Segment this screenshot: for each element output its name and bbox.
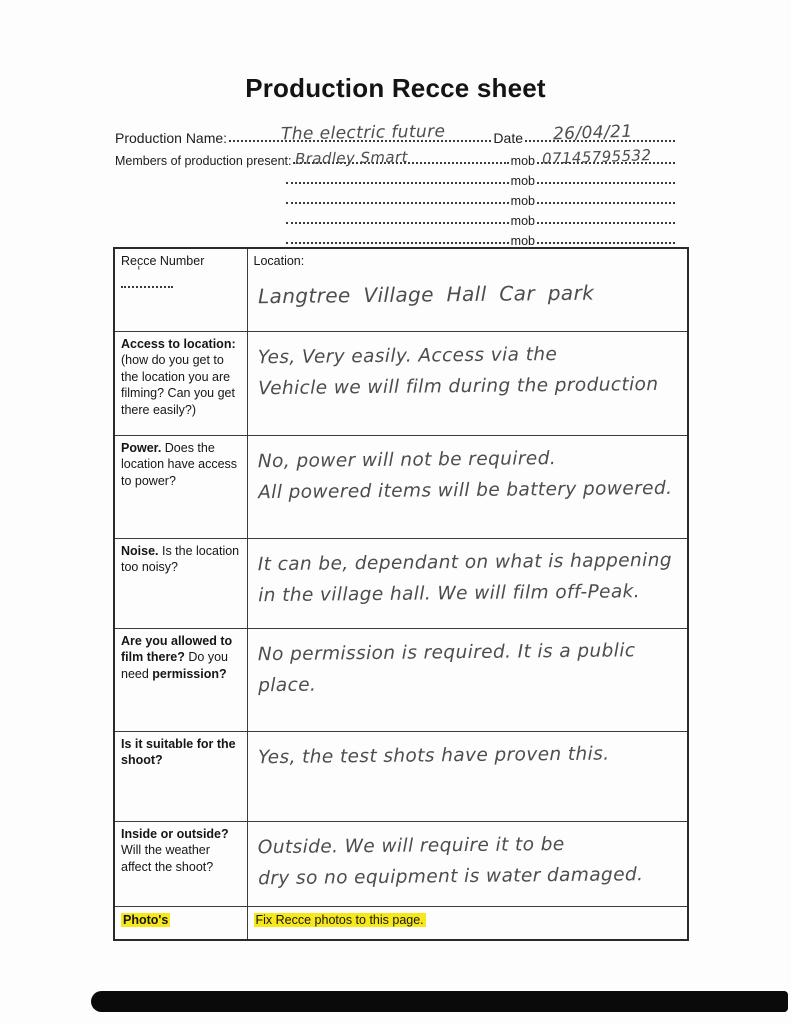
members-line (115, 146, 677, 168)
member-name-field (286, 222, 509, 224)
header-form (115, 121, 677, 248)
question-label-normal: Does the location have access to power? (121, 440, 238, 488)
production-name-label: Production Name: (115, 130, 228, 146)
photos-cell (114, 906, 247, 940)
recce-number-field (121, 264, 173, 288)
date-field (525, 121, 675, 145)
location-label: Location: (253, 254, 305, 268)
question-cell-permission (114, 628, 247, 731)
answer-cell-inside-outside (247, 821, 688, 906)
production-name-line (115, 121, 677, 146)
handwritten-answer (253, 733, 681, 773)
table-row (114, 331, 688, 435)
answer-line: dry so no equipment is water damaged. (257, 863, 643, 889)
table-row (114, 248, 688, 331)
answer-line: Outside. We will require it to be (257, 833, 565, 858)
mob-field (537, 222, 675, 224)
mob-handwritten-value: 07145795532 (541, 146, 652, 168)
mob-label: mob (510, 174, 535, 188)
answer-cell-noise (247, 538, 688, 628)
member-name-field (293, 148, 508, 168)
question-label-bold: Access to location: (121, 336, 236, 351)
question-label-bold: Are you allowed to film there? (121, 633, 233, 665)
question-cell-suitable (114, 731, 247, 821)
table-row (114, 821, 688, 906)
answer-cell-power (247, 435, 688, 538)
answer-cell-suitable (247, 731, 688, 821)
question-label-normal: Is the location too noisy? (121, 543, 240, 575)
answer-line: It can be, dependant on what is happening (257, 549, 672, 575)
question-label-normal: Will the weather affect the shoot? (121, 843, 214, 874)
member-name-field (286, 182, 509, 184)
mob-field (537, 202, 675, 204)
handwritten-answer (253, 437, 681, 508)
member-name-handwritten-value: Bradley Smart (295, 148, 409, 168)
mob-field (537, 242, 675, 244)
recce-number-label: Recce Number (121, 254, 205, 268)
mob-label: mob (510, 194, 535, 208)
mob-field (537, 146, 675, 168)
date-handwritten-value: 26/04/21 (552, 121, 633, 145)
member-name-field (286, 242, 509, 244)
location-cell (247, 248, 688, 331)
scan-artifact-bar (91, 991, 788, 1012)
answer-line: place. (257, 674, 316, 696)
question-label-bold-2: permission? (152, 666, 227, 681)
date-label: Date (493, 130, 523, 146)
answer-line: No, power will not be required. (257, 447, 556, 472)
photos-instruction: Fix Recce photos to this page. (255, 912, 424, 927)
table-row (114, 435, 688, 538)
handwritten-answer (253, 540, 681, 611)
answer-line: No permission is required. It is a public (257, 639, 636, 665)
mob-label: mob (510, 234, 535, 248)
answer-line: Vehicle we will film during the production (257, 373, 659, 399)
production-name-handwritten-value: The electric future (280, 121, 446, 145)
answer-cell-access (247, 331, 688, 435)
handwritten-answer (253, 823, 681, 894)
question-label-bold: Is it suitable for the shoot? (121, 736, 236, 768)
answer-line: Yes, Very easily. Access via the (257, 343, 557, 368)
recce-table (113, 247, 689, 941)
table-row (114, 906, 688, 940)
handwritten-answer (253, 333, 681, 404)
question-label-bold: Inside or outside? (121, 826, 229, 841)
empty-member-line (115, 228, 677, 248)
photos-instruction-cell (247, 906, 688, 940)
recce-number-cell (114, 248, 247, 331)
question-cell-power (114, 435, 247, 538)
question-cell-inside-outside (114, 821, 247, 906)
table-row (114, 731, 688, 821)
answer-cell-permission (247, 628, 688, 731)
question-label-normal: (how do you get to the location you are filming? Can you get there easily?) (121, 353, 235, 417)
question-label-bold: Noise. (121, 543, 159, 558)
empty-member-line (115, 188, 677, 208)
mob-field (537, 182, 675, 184)
page-title: Production Recce sheet (245, 73, 546, 103)
question-label-bold: Power. (121, 440, 162, 455)
production-name-field (229, 121, 491, 145)
recce-number-handwritten-mark: ' (137, 264, 141, 280)
member-name-field (286, 202, 509, 204)
answer-line: All powered items will be battery powered. (257, 477, 672, 503)
empty-member-line (115, 168, 677, 188)
table-row (114, 538, 688, 628)
answer-line: Yes, the test shots have proven this. (257, 743, 610, 768)
mob-label: mob (510, 154, 535, 168)
answer-line: Langtree Village Hall Car park (257, 280, 594, 308)
question-label-normal: Do you need (121, 650, 228, 681)
handwritten-answer (253, 630, 681, 701)
members-label: Members of production present: (115, 154, 292, 168)
table-row (114, 628, 688, 731)
location-handwritten-answer (253, 267, 681, 313)
mob-label: mob (510, 214, 535, 228)
answer-line: in the village hall. We will film off-Peak. (257, 580, 640, 606)
photos-label: Photo's (123, 912, 169, 927)
question-cell-access (114, 331, 247, 435)
question-cell-noise (114, 538, 247, 628)
empty-member-line (115, 208, 677, 228)
